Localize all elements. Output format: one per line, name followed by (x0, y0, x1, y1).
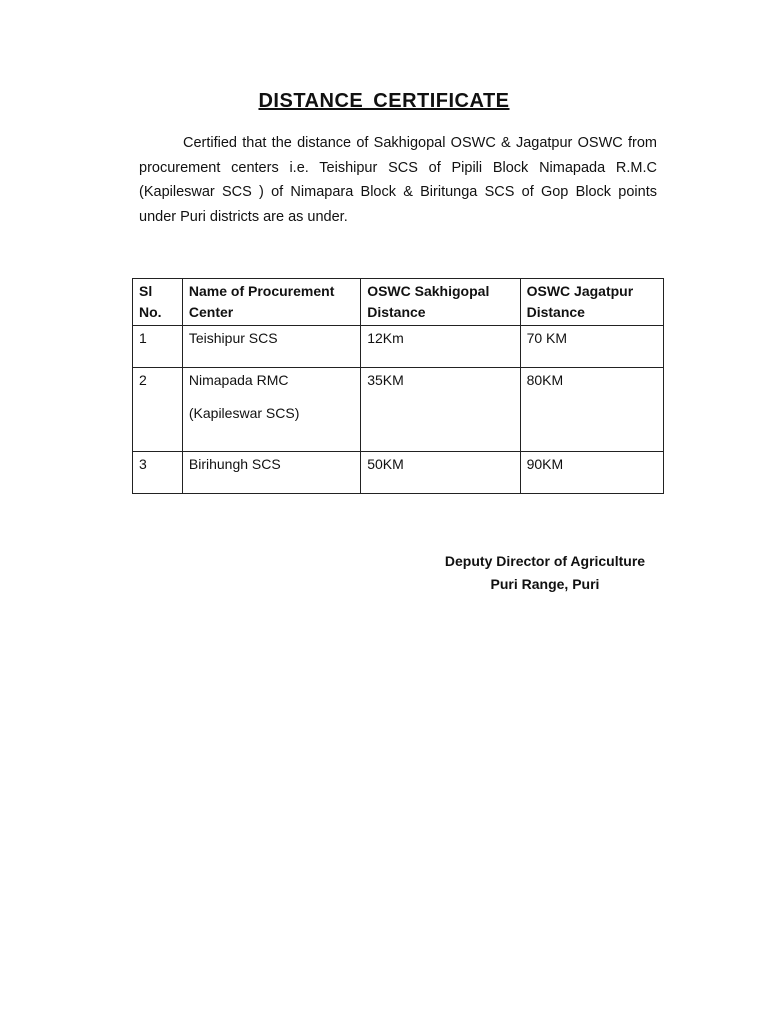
document-title: DISTANCE CERTIFICATE (258, 90, 510, 112)
cell-sakhigopal-distance: 50KM (361, 452, 520, 494)
center-name-main: Nimapada RMC (188, 372, 289, 388)
signature-title: Deputy Director of Agriculture (444, 553, 646, 569)
cell-sakhigopal-distance: 12Km (361, 326, 520, 368)
table-header-row (133, 279, 664, 326)
cell-sl: 1 (133, 326, 183, 368)
cell-center-name (182, 368, 360, 452)
cell-sl: 2 (133, 368, 183, 452)
signature-block (420, 550, 670, 596)
intro-paragraph: Certified that the distance of Sakhigopal OSWC & Jagatpur OSWC from procurement centers i.e. Teishipur SCS of Pipili Block Nimapada R.M.C (Kapileswar SCS ) of Nimapara Block & Biritunga SCS of Gop Block points under Puri districts are as under. (139, 135, 657, 225)
cell-jagatpur-distance: 90KM (520, 452, 663, 494)
signature-office: Puri Range, Puri (490, 576, 600, 592)
table-row (133, 452, 664, 494)
table-row (133, 368, 664, 452)
header-oswc-sakhigopal: OSWC Sakhigopal Distance (361, 279, 520, 326)
header-procurement-center: Name of Procurement Center (182, 279, 360, 326)
cell-center-name: Teishipur SCS (182, 326, 360, 368)
cell-center-name: Birihungh SCS (182, 452, 360, 494)
cell-sl: 3 (133, 452, 183, 494)
center-name-sub: (Kapileswar SCS) (188, 405, 300, 421)
table-row (133, 326, 664, 368)
cell-jagatpur-distance: 70 KM (520, 326, 663, 368)
cell-jagatpur-distance: 80KM (520, 368, 663, 452)
header-sl-no: Sl No. (133, 279, 183, 326)
header-oswc-jagatpur: OSWC Jagatpur Distance (520, 279, 663, 326)
distance-table (132, 278, 664, 494)
cell-sakhigopal-distance: 35KM (361, 368, 520, 452)
